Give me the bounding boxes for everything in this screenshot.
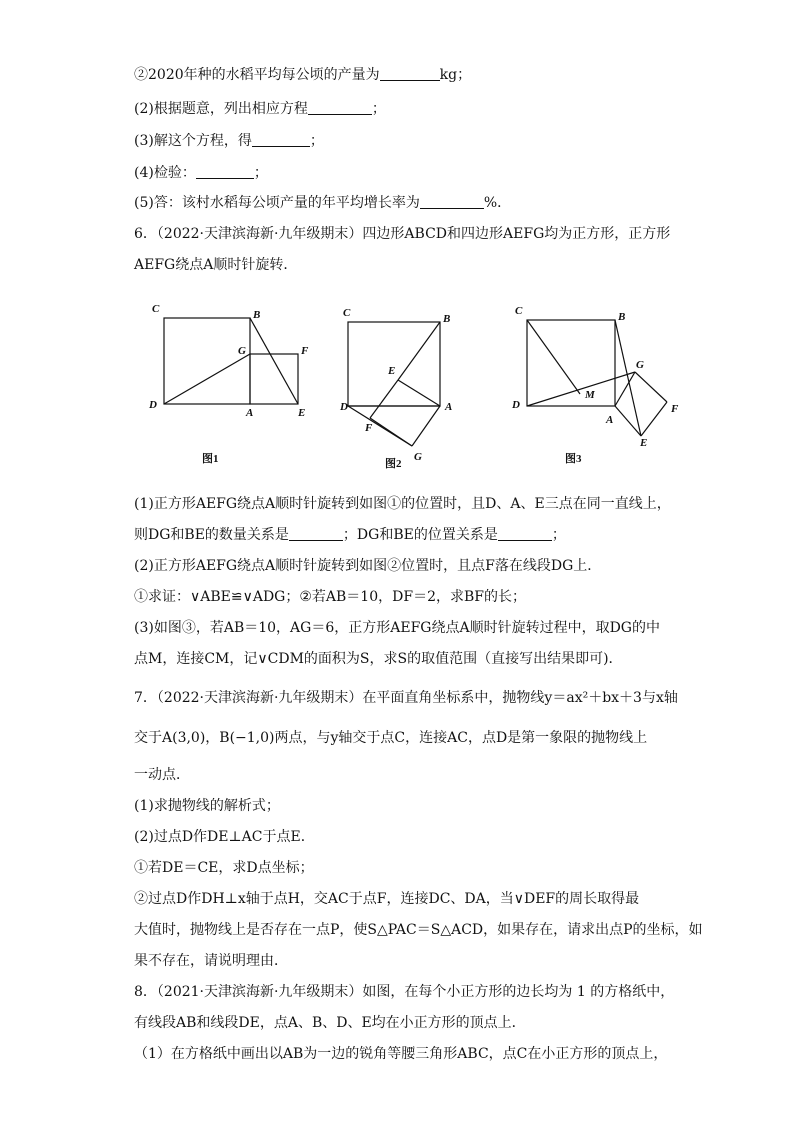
figure-2: [348, 322, 440, 446]
label: F: [671, 403, 679, 415]
label: A: [246, 407, 254, 419]
q6-figures: [140, 296, 700, 476]
label: C: [343, 307, 351, 319]
q7-part2-sub2-line2: 大值时，抛物线上是否存在一点P，使S△PAC＝S△ACD，如果存在，请求出点P的坐标，如: [134, 922, 703, 938]
q6-part2: (2)正方形AEFG绕点A顺时针旋转到如图②位置时，且点F落在线段DG上．: [134, 558, 602, 574]
label: B: [253, 309, 261, 321]
answer-line-solve: [134, 132, 324, 150]
q7-part2-sub1: ①若DE＝CE，求D点坐标；: [134, 860, 314, 876]
label: C: [152, 303, 160, 315]
text: (3)解这个方程，得: [134, 133, 252, 149]
label: E: [640, 437, 648, 449]
figure-3: [527, 320, 667, 436]
text: %．: [483, 195, 512, 211]
q6-part1-line2: [134, 526, 566, 544]
label: D: [149, 399, 157, 411]
answer-line-2020-yield: [134, 66, 471, 84]
label: A: [445, 401, 453, 413]
answer-line-answer: [134, 194, 511, 212]
segment-dg-fig2: [348, 406, 412, 446]
text: ②2020年种的水稻平均每公顷的产量为: [134, 67, 380, 83]
label: B: [443, 313, 451, 325]
square-abcd-fig3: [527, 320, 615, 406]
caption-fig1: 图1: [202, 453, 219, 465]
label: C: [515, 305, 523, 317]
segment-ef-fig2: [370, 380, 398, 418]
text: 则DG和BE的数量关系是: [134, 527, 289, 543]
text: (5)答：该村水稻每公顷产量的年平均增长率为: [134, 195, 420, 211]
label: G: [414, 451, 422, 463]
segment-ga-fig2: [412, 406, 440, 446]
q7-part2-sub2-line1: ②过点D作DH⊥x轴于点H，交AC于点F，连接DC、DA，当∨DEF的周长取得最: [134, 891, 640, 907]
answer-blank[interactable]: [289, 526, 343, 541]
label: E: [388, 365, 396, 377]
q6-stem-line2: AEFG绕点A顺时针旋转．: [134, 257, 298, 273]
text: kg；: [439, 67, 472, 83]
q8-part1: （1）在方格纸中画出以AB为一边的锐角等腰三角形ABC，点C在小正方形的顶点上，: [134, 1046, 668, 1062]
caption-fig2: 图2: [385, 458, 402, 470]
label: F: [301, 345, 309, 357]
answer-blank[interactable]: [498, 526, 552, 541]
q8-stem-line2: 有线段AB和线段DE，点A、B、D、E均在小正方形的顶点上．: [134, 1015, 526, 1031]
label: M: [585, 389, 595, 401]
figures-svg: [140, 296, 700, 476]
label: A: [606, 414, 614, 426]
segment-cm-fig3: [527, 320, 580, 394]
label: B: [618, 311, 626, 323]
q7-stem-line3: 一动点．: [134, 767, 190, 783]
segment-dg-fig3: [527, 372, 635, 406]
figure-1-labels: [148, 303, 309, 465]
label: G: [636, 359, 644, 371]
label: D: [512, 399, 520, 411]
answer-line-equation: [134, 100, 386, 118]
label: D: [340, 401, 348, 413]
segment-dg-fig1: [164, 354, 250, 404]
answer-blank[interactable]: [252, 132, 310, 147]
segment-be-fig2: [398, 322, 440, 380]
answer-blank[interactable]: [380, 66, 440, 81]
q7-stem-line1: 7．（2022·天津滨海新·九年级期末）在平面直角坐标系中，抛物线y＝ax²＋bx＋3与x轴: [134, 690, 678, 706]
segment-be-fig3: [615, 320, 641, 436]
q7-stem-line2: 交于A(3,0)，B(−1,0)两点，与y轴交于点C，连接AC，点D是第一象限的抛物线上: [134, 730, 648, 746]
q6-part1-line1: (1)正方形AEFG绕点A顺时针旋转到如图①的位置时，且D、A、E三点在同一直线上，: [134, 496, 671, 512]
caption-fig3: 图3: [565, 453, 582, 465]
q7-part2: (2)过点D作DE⊥AC于点E．: [134, 829, 315, 845]
q8-stem-line1: 8．（2021·天津滨海新·九年级期末）如图，在每个小正方形的边长均为 1 的方格纸中，: [134, 984, 675, 1000]
label: E: [298, 407, 306, 419]
q6-stem-line1: 6．（2022·天津滨海新·九年级期末）四边形ABCD和四边形AEFG均为正方形，正方形: [134, 226, 671, 242]
figure-1: [164, 318, 298, 404]
answer-blank[interactable]: [308, 100, 372, 115]
text: ；: [551, 527, 566, 543]
text: (2)根据题意，列出相应方程: [134, 101, 308, 117]
answer-blank[interactable]: [420, 194, 484, 209]
figure-2-labels: [339, 307, 452, 470]
text: ；DG和BE的位置关系是: [342, 527, 498, 543]
q7-part2-sub2-line3: 果不存在，请说明理由．: [134, 953, 288, 969]
q6-part3-line1: (3)如图③，若AB＝10，AG＝6，正方形AEFG绕点A顺时针旋转过程中，取DG的中: [134, 620, 660, 636]
answer-line-check: [134, 164, 268, 182]
label: F: [365, 422, 373, 434]
text: ；: [253, 165, 268, 181]
answer-blank[interactable]: [196, 164, 254, 179]
text: ；: [371, 101, 386, 117]
q6-part3-line2: 点M，连接CM，记∨CDM的面积为S，求S的取值范围（直接写出结果即可)．: [134, 651, 623, 667]
label: G: [238, 345, 246, 357]
q7-part1: (1)求抛物线的解析式；: [134, 798, 280, 814]
segment-be-fig1: [250, 318, 298, 404]
square-abcd-fig2: [348, 322, 440, 406]
text: (4)检验：: [134, 165, 196, 181]
q6-part2-sub: ①求证：∨ABE≌∨ADG；②若AB＝10，DF＝2，求BF的长；: [134, 589, 526, 605]
text: ；: [309, 133, 324, 149]
